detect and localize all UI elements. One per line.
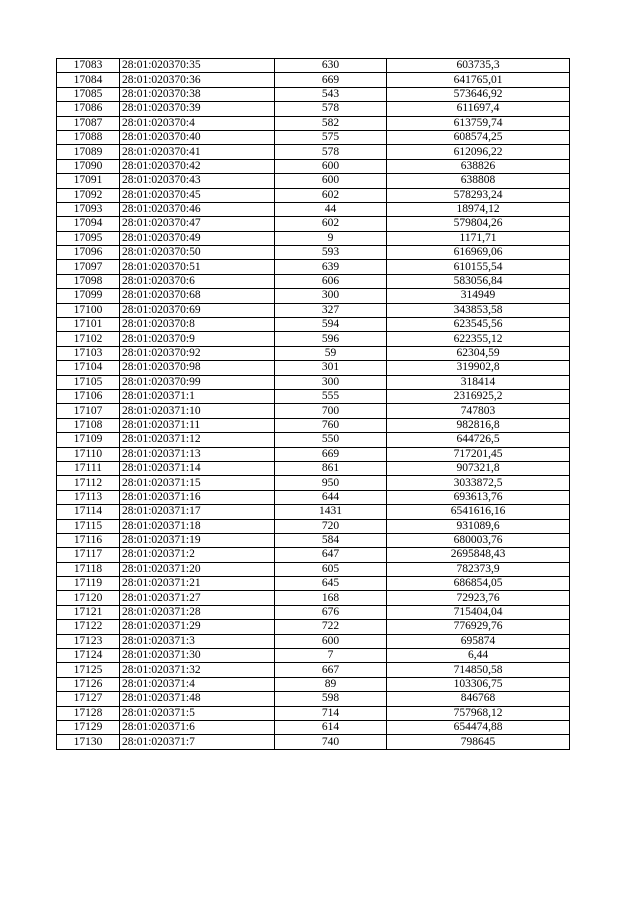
area-cell: 614	[275, 720, 387, 734]
cadastral-value-cell: 714850,58	[387, 663, 570, 677]
row-number-cell: 17100	[57, 303, 120, 317]
area-cell: 555	[275, 389, 387, 403]
cadastral-number-cell: 28:01:020371:1	[120, 389, 275, 403]
table-row	[57, 562, 570, 576]
cadastral-number-cell: 28:01:020371:16	[120, 490, 275, 504]
area-cell: 714	[275, 706, 387, 720]
cadastral-number-cell: 28:01:020371:29	[120, 620, 275, 634]
row-number-cell: 17121	[57, 605, 120, 619]
cadastral-number-cell: 28:01:020370:49	[120, 231, 275, 245]
row-number-cell: 17112	[57, 476, 120, 490]
cadastral-value-cell: 2316925,2	[387, 389, 570, 403]
area-cell: 602	[275, 217, 387, 231]
row-number-cell: 17115	[57, 519, 120, 533]
row-number-cell: 17087	[57, 116, 120, 130]
cadastral-value-cell: 695874	[387, 634, 570, 648]
area-cell: 1431	[275, 505, 387, 519]
row-number-cell: 17117	[57, 548, 120, 562]
cadastral-value-cell: 798645	[387, 735, 570, 749]
area-cell: 578	[275, 145, 387, 159]
row-number-cell: 17101	[57, 318, 120, 332]
table-row	[57, 389, 570, 403]
cadastral-number-cell: 28:01:020370:36	[120, 73, 275, 87]
table-row	[57, 634, 570, 648]
cadastral-number-cell: 28:01:020370:92	[120, 346, 275, 360]
row-number-cell: 17096	[57, 246, 120, 260]
table-row	[57, 145, 570, 159]
row-number-cell: 17120	[57, 591, 120, 605]
cadastral-value-cell: 62304,59	[387, 346, 570, 360]
cadastral-value-cell: 616969,06	[387, 246, 570, 260]
cadastral-number-cell: 28:01:020371:15	[120, 476, 275, 490]
area-cell: 630	[275, 59, 387, 73]
cadastral-number-cell: 28:01:020371:6	[120, 720, 275, 734]
cadastral-number-cell: 28:01:020371:30	[120, 649, 275, 663]
area-cell: 861	[275, 461, 387, 475]
table-row	[57, 303, 570, 317]
cadastral-value-cell: 846768	[387, 692, 570, 706]
row-number-cell: 17086	[57, 102, 120, 116]
row-number-cell: 17095	[57, 231, 120, 245]
cadastral-number-cell: 28:01:020370:47	[120, 217, 275, 231]
table-row	[57, 519, 570, 533]
cadastral-number-cell: 28:01:020371:5	[120, 706, 275, 720]
cadastral-number-cell: 28:01:020371:32	[120, 663, 275, 677]
cadastral-value-cell: 638826	[387, 159, 570, 173]
cadastral-value-cell: 644726,5	[387, 433, 570, 447]
row-number-cell: 17091	[57, 174, 120, 188]
row-number-cell: 17125	[57, 663, 120, 677]
cadastral-value-cell: 6,44	[387, 649, 570, 663]
table-row	[57, 663, 570, 677]
cadastral-number-cell: 28:01:020370:4	[120, 116, 275, 130]
cadastral-number-cell: 28:01:020370:41	[120, 145, 275, 159]
cadastral-value-cell: 103306,75	[387, 677, 570, 691]
area-cell: 720	[275, 519, 387, 533]
area-cell: 59	[275, 346, 387, 360]
area-cell: 760	[275, 418, 387, 432]
cadastral-value-cell: 693613,76	[387, 490, 570, 504]
row-number-cell: 17124	[57, 649, 120, 663]
table-row	[57, 433, 570, 447]
cadastral-value-cell: 578293,24	[387, 188, 570, 202]
row-number-cell: 17093	[57, 202, 120, 216]
row-number-cell: 17113	[57, 490, 120, 504]
row-number-cell: 17104	[57, 361, 120, 375]
cadastral-number-cell: 28:01:020371:2	[120, 548, 275, 562]
table-row	[57, 59, 570, 73]
row-number-cell: 17084	[57, 73, 120, 87]
area-cell: 669	[275, 73, 387, 87]
cadastral-value-cell: 18974,12	[387, 202, 570, 216]
row-number-cell: 17090	[57, 159, 120, 173]
row-number-cell: 17116	[57, 533, 120, 547]
area-cell: 606	[275, 274, 387, 288]
cadastral-value-cell: 612096,22	[387, 145, 570, 159]
area-cell: 600	[275, 634, 387, 648]
area-cell: 645	[275, 577, 387, 591]
row-number-cell: 17083	[57, 59, 120, 73]
cadastral-number-cell: 28:01:020370:51	[120, 260, 275, 274]
table-row	[57, 274, 570, 288]
table-row	[57, 605, 570, 619]
table-row	[57, 159, 570, 173]
cadastral-number-cell: 28:01:020370:8	[120, 318, 275, 332]
cadastral-value-cell: 623545,56	[387, 318, 570, 332]
table-row	[57, 591, 570, 605]
row-number-cell: 17130	[57, 735, 120, 749]
cadastral-value-cell: 2695848,43	[387, 548, 570, 562]
row-number-cell: 17128	[57, 706, 120, 720]
row-number-cell: 17119	[57, 577, 120, 591]
area-cell: 594	[275, 318, 387, 332]
area-cell: 593	[275, 246, 387, 260]
table-row	[57, 116, 570, 130]
cadastral-value-cell: 747803	[387, 404, 570, 418]
table-row	[57, 318, 570, 332]
cadastral-number-cell: 28:01:020371:14	[120, 461, 275, 475]
cadastral-number-cell: 28:01:020370:43	[120, 174, 275, 188]
cadastral-value-cell: 608574,25	[387, 130, 570, 144]
area-cell: 327	[275, 303, 387, 317]
cadastral-number-cell: 28:01:020371:10	[120, 404, 275, 418]
cadastral-value-cell: 654474,88	[387, 720, 570, 734]
cadastral-number-cell: 28:01:020370:46	[120, 202, 275, 216]
area-cell: 700	[275, 404, 387, 418]
row-number-cell: 17110	[57, 447, 120, 461]
table-row	[57, 476, 570, 490]
cadastral-number-cell: 28:01:020371:27	[120, 591, 275, 605]
cadastral-number-cell: 28:01:020371:12	[120, 433, 275, 447]
area-cell: 600	[275, 174, 387, 188]
area-cell: 950	[275, 476, 387, 490]
row-number-cell: 17098	[57, 274, 120, 288]
area-cell: 669	[275, 447, 387, 461]
cadastral-value-cell: 573646,92	[387, 87, 570, 101]
row-number-cell: 17102	[57, 332, 120, 346]
cadastral-value-cell: 782373,9	[387, 562, 570, 576]
area-cell: 676	[275, 605, 387, 619]
row-number-cell: 17129	[57, 720, 120, 734]
table-row	[57, 404, 570, 418]
table-row	[57, 490, 570, 504]
table-row	[57, 246, 570, 260]
cadastral-number-cell: 28:01:020370:50	[120, 246, 275, 260]
cadastral-value-cell: 907321,8	[387, 461, 570, 475]
cadastral-number-cell: 28:01:020370:9	[120, 332, 275, 346]
area-cell: 575	[275, 130, 387, 144]
cadastral-value-cell: 343853,58	[387, 303, 570, 317]
cadastral-number-cell: 28:01:020371:4	[120, 677, 275, 691]
cadastral-value-cell: 1171,71	[387, 231, 570, 245]
row-number-cell: 17088	[57, 130, 120, 144]
table-row	[57, 217, 570, 231]
area-cell: 647	[275, 548, 387, 562]
cadastral-value-cell: 3033872,5	[387, 476, 570, 490]
area-cell: 550	[275, 433, 387, 447]
table-row	[57, 577, 570, 591]
row-number-cell: 17108	[57, 418, 120, 432]
table-row	[57, 692, 570, 706]
area-cell: 89	[275, 677, 387, 691]
row-number-cell: 17123	[57, 634, 120, 648]
cadastral-number-cell: 28:01:020371:18	[120, 519, 275, 533]
row-number-cell: 17106	[57, 389, 120, 403]
row-number-cell: 17085	[57, 87, 120, 101]
cadastral-value-cell: 757968,12	[387, 706, 570, 720]
table-row	[57, 174, 570, 188]
table-row	[57, 231, 570, 245]
table-row	[57, 202, 570, 216]
table-body	[57, 59, 570, 750]
table-row	[57, 620, 570, 634]
area-cell: 300	[275, 289, 387, 303]
cadastral-value-cell: 776929,76	[387, 620, 570, 634]
cadastral-value-table	[56, 58, 570, 750]
area-cell: 9	[275, 231, 387, 245]
cadastral-value-cell: 686854,05	[387, 577, 570, 591]
cadastral-number-cell: 28:01:020371:11	[120, 418, 275, 432]
cadastral-number-cell: 28:01:020371:48	[120, 692, 275, 706]
cadastral-value-cell: 717201,45	[387, 447, 570, 461]
cadastral-value-cell: 680003,76	[387, 533, 570, 547]
table-row	[57, 461, 570, 475]
cadastral-value-cell: 72923,76	[387, 591, 570, 605]
area-cell: 300	[275, 375, 387, 389]
area-cell: 543	[275, 87, 387, 101]
cadastral-number-cell: 28:01:020370:45	[120, 188, 275, 202]
area-cell: 667	[275, 663, 387, 677]
cadastral-number-cell: 28:01:020370:68	[120, 289, 275, 303]
row-number-cell: 17114	[57, 505, 120, 519]
table-row	[57, 533, 570, 547]
cadastral-value-cell: 6541616,16	[387, 505, 570, 519]
row-number-cell: 17099	[57, 289, 120, 303]
table-row	[57, 102, 570, 116]
table-row	[57, 260, 570, 274]
cadastral-value-cell: 613759,74	[387, 116, 570, 130]
cadastral-value-cell: 622355,12	[387, 332, 570, 346]
area-cell: 578	[275, 102, 387, 116]
table-row	[57, 332, 570, 346]
area-cell: 582	[275, 116, 387, 130]
table-row	[57, 418, 570, 432]
cadastral-value-cell: 611697,4	[387, 102, 570, 116]
cadastral-value-cell: 319902,8	[387, 361, 570, 375]
cadastral-number-cell: 28:01:020370:40	[120, 130, 275, 144]
cadastral-value-cell: 583056,84	[387, 274, 570, 288]
table-row	[57, 649, 570, 663]
row-number-cell: 17094	[57, 217, 120, 231]
row-number-cell: 17118	[57, 562, 120, 576]
table-row	[57, 87, 570, 101]
area-cell: 301	[275, 361, 387, 375]
area-cell: 740	[275, 735, 387, 749]
cadastral-number-cell: 28:01:020370:98	[120, 361, 275, 375]
cadastral-number-cell: 28:01:020370:42	[120, 159, 275, 173]
cadastral-number-cell: 28:01:020370:39	[120, 102, 275, 116]
area-cell: 584	[275, 533, 387, 547]
cadastral-value-cell: 638808	[387, 174, 570, 188]
cadastral-number-cell: 28:01:020371:3	[120, 634, 275, 648]
table-row	[57, 375, 570, 389]
area-cell: 600	[275, 159, 387, 173]
cadastral-value-cell: 603735,3	[387, 59, 570, 73]
table-row	[57, 73, 570, 87]
cadastral-number-cell: 28:01:020371:17	[120, 505, 275, 519]
area-cell: 605	[275, 562, 387, 576]
cadastral-number-cell: 28:01:020370:35	[120, 59, 275, 73]
area-cell: 44	[275, 202, 387, 216]
row-number-cell: 17109	[57, 433, 120, 447]
table-row	[57, 720, 570, 734]
cadastral-number-cell: 28:01:020370:69	[120, 303, 275, 317]
area-cell: 7	[275, 649, 387, 663]
cadastral-value-cell: 715404,04	[387, 605, 570, 619]
table-row	[57, 346, 570, 360]
cadastral-value-cell: 610155,54	[387, 260, 570, 274]
cadastral-number-cell: 28:01:020371:13	[120, 447, 275, 461]
area-cell: 644	[275, 490, 387, 504]
table-row	[57, 361, 570, 375]
table-row	[57, 505, 570, 519]
row-number-cell: 17105	[57, 375, 120, 389]
table-row	[57, 188, 570, 202]
cadastral-number-cell: 28:01:020371:20	[120, 562, 275, 576]
area-cell: 598	[275, 692, 387, 706]
area-cell: 602	[275, 188, 387, 202]
table-row	[57, 677, 570, 691]
cadastral-value-cell: 318414	[387, 375, 570, 389]
cadastral-value-cell: 931089,6	[387, 519, 570, 533]
row-number-cell: 17089	[57, 145, 120, 159]
cadastral-number-cell: 28:01:020371:19	[120, 533, 275, 547]
cadastral-number-cell: 28:01:020370:6	[120, 274, 275, 288]
row-number-cell: 17127	[57, 692, 120, 706]
row-number-cell: 17097	[57, 260, 120, 274]
cadastral-number-cell: 28:01:020371:7	[120, 735, 275, 749]
cadastral-number-cell: 28:01:020370:99	[120, 375, 275, 389]
cadastral-number-cell: 28:01:020370:38	[120, 87, 275, 101]
table-row	[57, 548, 570, 562]
row-number-cell: 17107	[57, 404, 120, 418]
area-cell: 639	[275, 260, 387, 274]
cadastral-value-cell: 641765,01	[387, 73, 570, 87]
table-row	[57, 706, 570, 720]
table-row	[57, 735, 570, 749]
area-cell: 722	[275, 620, 387, 634]
row-number-cell: 17122	[57, 620, 120, 634]
table-row	[57, 289, 570, 303]
row-number-cell: 17103	[57, 346, 120, 360]
cadastral-number-cell: 28:01:020371:28	[120, 605, 275, 619]
cadastral-number-cell: 28:01:020371:21	[120, 577, 275, 591]
area-cell: 168	[275, 591, 387, 605]
area-cell: 596	[275, 332, 387, 346]
cadastral-value-cell: 579804,26	[387, 217, 570, 231]
table-row	[57, 130, 570, 144]
row-number-cell: 17111	[57, 461, 120, 475]
cadastral-value-cell: 314949	[387, 289, 570, 303]
cadastral-value-cell: 982816,8	[387, 418, 570, 432]
table-row	[57, 447, 570, 461]
row-number-cell: 17092	[57, 188, 120, 202]
row-number-cell: 17126	[57, 677, 120, 691]
